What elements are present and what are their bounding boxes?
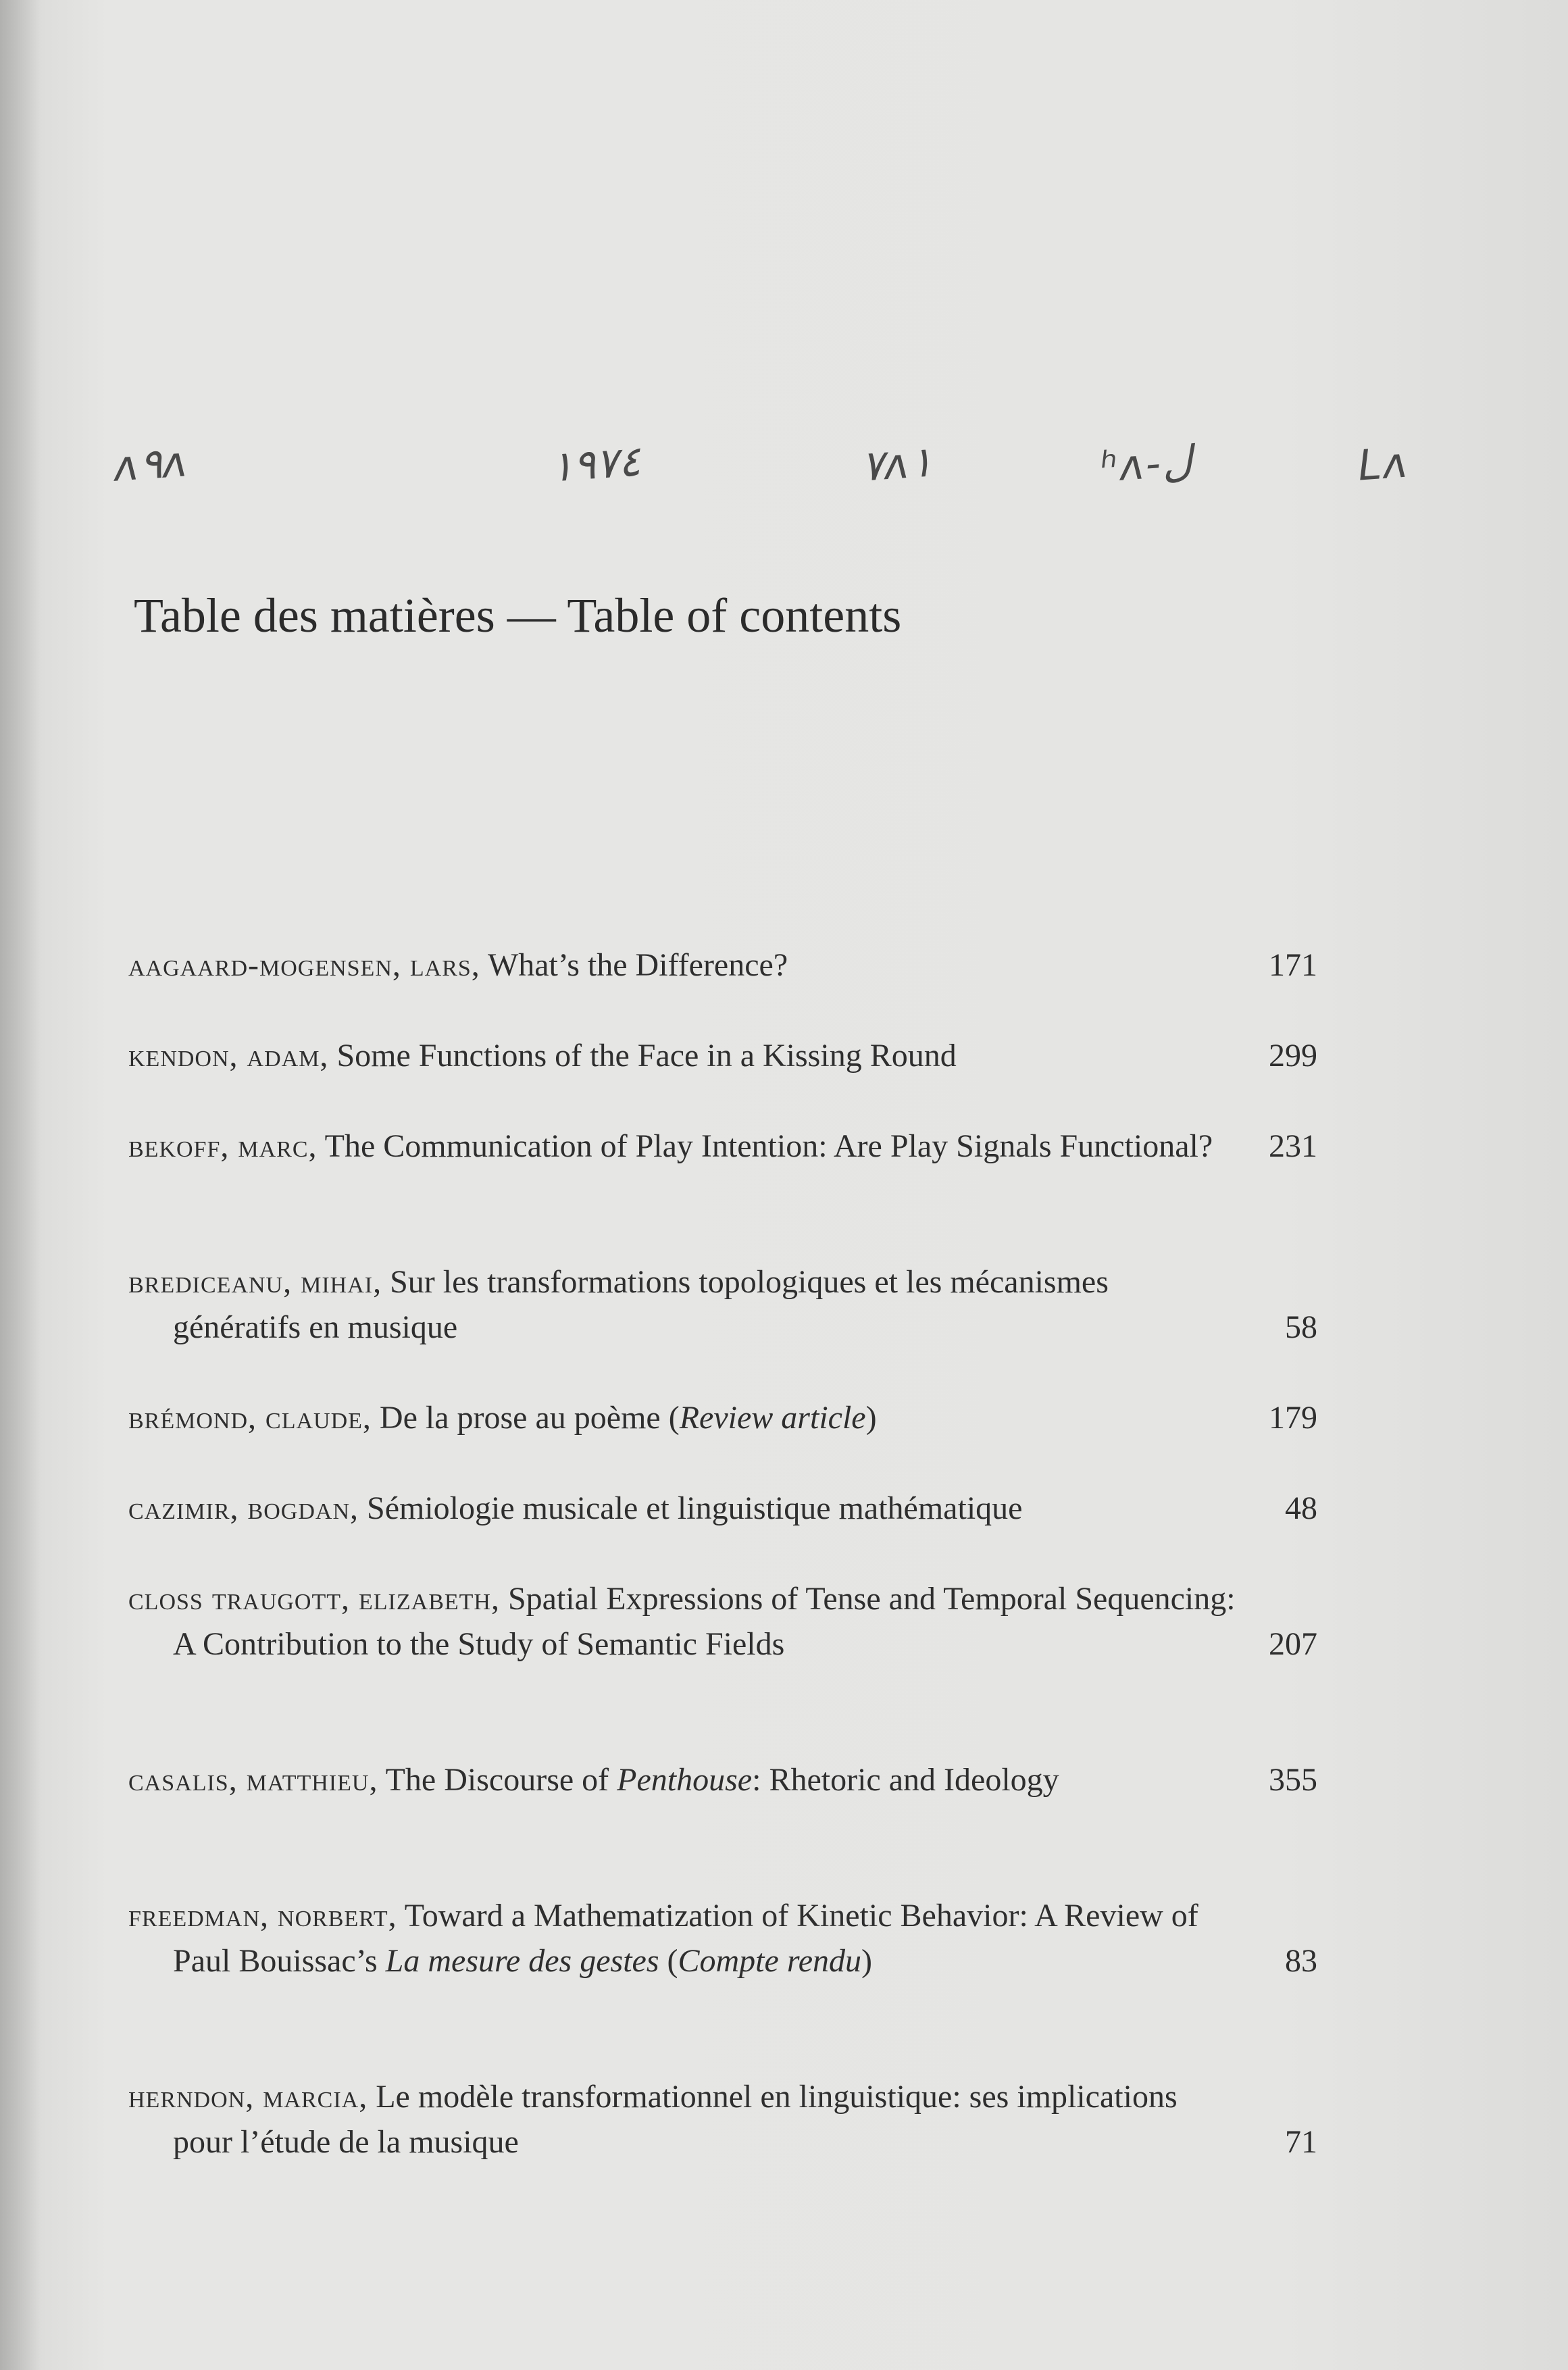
toc-entry [128,1486,1317,1531]
handwritten-note-2: ١٩٧٤ [549,436,642,492]
toc-title-segment: ) [861,1943,873,1979]
toc-title-segment: Le modèle transformationnel en linguistique: ses implications pour l’étude de la musique [173,2079,1178,2160]
toc-title-segment: Sémiologie musicale et linguistique mathématique [367,1490,1023,1526]
toc-title-segment: ( [659,1943,678,1979]
handwritten-note-3: ٧ʌ١ [859,436,934,491]
page-title: Table des matières — Table of contents [134,588,902,642]
toc-author: brémond, claude, [128,1400,372,1436]
toc-entry [128,1259,1317,1350]
toc-title-segment: What’s the Difference? [487,947,788,983]
spine-shadow [0,0,41,2370]
toc-page-number: 299 [1269,1038,1317,1074]
toc-author: freedman, norbert, [128,1898,397,1934]
toc-page-number: 207 [1269,1626,1317,1662]
toc-page-number: 355 [1269,1762,1317,1798]
toc-title-segment: ) [865,1400,877,1436]
toc-author: aagaard-mogensen, lars, [128,947,480,983]
toc-entry [128,942,1317,988]
toc-page-number: 71 [1285,2124,1317,2160]
toc-author: closs traugott, elizabeth, [128,1581,500,1617]
toc-entry-text [128,942,1240,988]
toc-title [367,1490,1022,1526]
toc-entry-text [128,1757,1240,1802]
toc-entry-text [128,1893,1240,1984]
toc-title [386,1762,1059,1798]
handwritten-note-1: ʌ٩ʌ [111,436,191,491]
toc-author: casalis, matthieu, [128,1762,378,1798]
toc-title-italic-segment: La mesure des gestes [385,1943,659,1979]
toc-entry-text [128,1395,1240,1440]
toc-page-number: 48 [1285,1490,1317,1526]
toc-page-number: 171 [1269,947,1317,983]
toc-page-number: 179 [1269,1400,1317,1436]
toc-entry [128,1124,1317,1169]
toc-entry [128,1757,1317,1802]
toc-author: kendon, adam, [128,1038,329,1074]
toc-entry [128,1395,1317,1440]
toc-title-segment: Some Functions of the Face in a Kissing Round [336,1038,957,1074]
toc-title-segment: De la prose au poème ( [379,1400,680,1436]
toc-page-number: 58 [1285,1309,1317,1345]
toc-title [336,1038,956,1074]
toc-title-segment: : Rhetoric and Ideology [752,1762,1059,1798]
toc-author: brediceanu, mihai, [128,1264,382,1300]
toc-entry [128,1893,1317,1984]
toc-author: herndon, marcia, [128,2079,368,2115]
toc-entry-text [128,1259,1240,1350]
toc-title [488,947,788,983]
toc-entry-text [128,2074,1240,2165]
toc-title [325,1128,1213,1164]
toc-entry [128,2074,1317,2165]
toc-entry [128,1033,1317,1078]
toc-entry-text [128,1033,1240,1078]
toc-author: bekoff, marc, [128,1128,318,1164]
toc-entry-text [128,1576,1240,1667]
toc-title-italic-segment: Review article [679,1400,866,1436]
toc-title [380,1400,877,1436]
toc-title-segment: The Communication of Play Intention: Are Play Signals Functional? [324,1128,1213,1164]
toc-entry-text [128,1124,1240,1169]
toc-page-number: 231 [1269,1128,1317,1164]
toc-title-segment: Sur les transformations topologiques et les mécanismes génératifs en musique [173,1264,1109,1345]
toc-entry-text [128,1486,1240,1531]
toc-title-segment: The Discourse of [385,1762,617,1798]
toc-title-italic-segment: Compte rendu [678,1943,862,1979]
toc-title-italic-segment: Penthouse [617,1762,753,1798]
toc-title-segment: Toward a Mathematization of Kinetic Behavior: A Review of Paul Bouissac’s [173,1898,1198,1979]
toc-title-segment: Spatial Expressions of Tense and Temporal Sequencing: A Contribution to the Study of Semantic Fields [173,1581,1236,1662]
handwritten-note-4: ʰʌ-ل [1099,436,1194,492]
toc-entry [128,1576,1317,1667]
handwritten-notes [0,436,1568,520]
toc-author: cazimir, bogdan, [128,1490,359,1526]
handwritten-note-5: Lʌ [1356,437,1411,490]
toc-page-number: 83 [1285,1943,1317,1979]
